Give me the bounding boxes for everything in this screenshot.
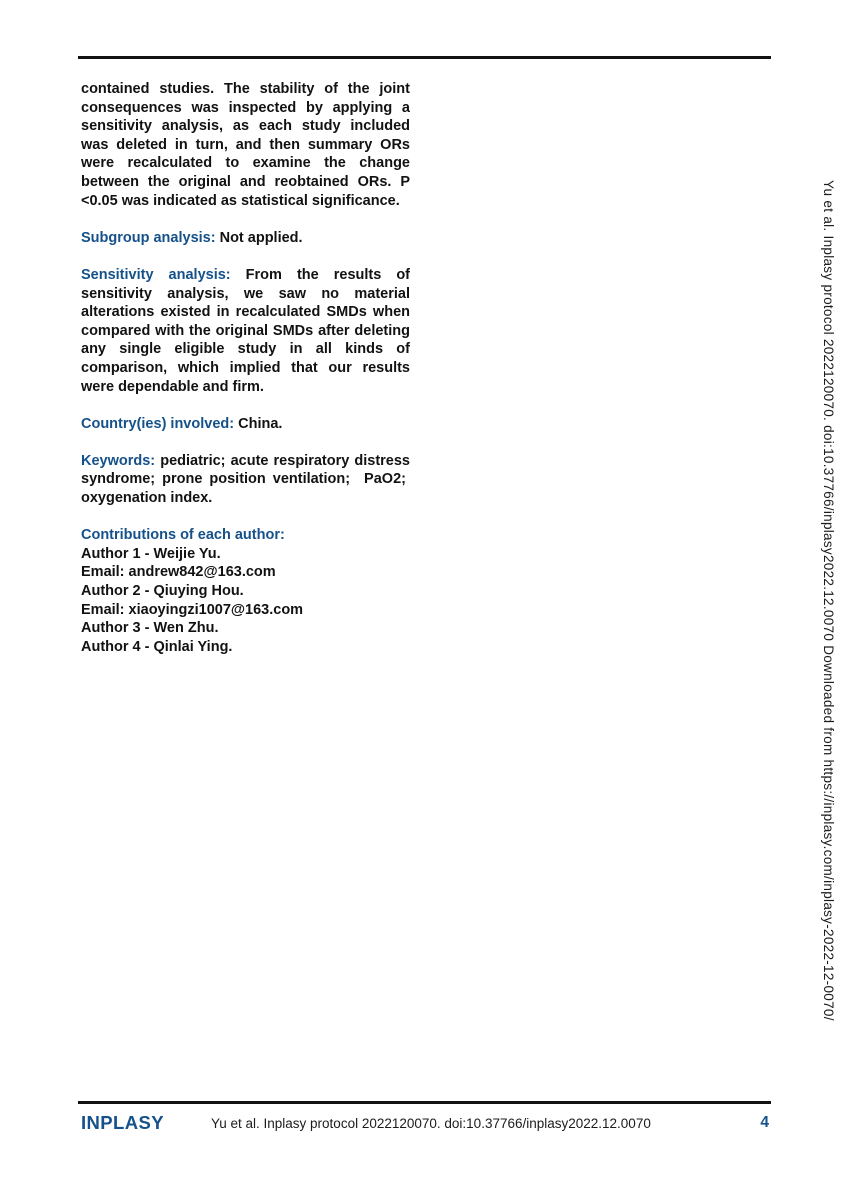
contribution-author-4: Author 4 - Qinlai Ying. bbox=[81, 638, 233, 655]
section-countries-involved bbox=[81, 415, 410, 434]
top-rule bbox=[78, 56, 771, 59]
contribution-email-2: Email: xiaoyingzi1007@163.com bbox=[81, 601, 304, 618]
section-text-subgroup-analysis: Not applied. bbox=[219, 229, 303, 246]
paragraph-methods-continued: contained studies. The stability of the joint consequences was inspected by applying a sensitivity analysis, as each study included was deleted in turn, and then summary ORs were recalculated to examine the change between the original and reobtained ORs. P <0.05 was indicated as statistical significance. bbox=[81, 81, 410, 209]
contribution-author-1: Author 1 - Weijie Yu. bbox=[81, 545, 221, 562]
section-label-sensitivity-analysis: Sensitivity analysis: bbox=[81, 266, 231, 283]
footer-citation: Yu et al. Inplasy protocol 2022120070. doi:10.37766/inplasy2022.12.0070 bbox=[210, 1115, 651, 1131]
vertical-citation-sidebar: Yu et al. Inplasy protocol 2022120070. doi:10.37766/inplasy2022.12.0070 Downloaded from https://inplasy.com/inplasy-2022-12-0070/ bbox=[821, 180, 836, 1021]
section-keywords bbox=[81, 452, 410, 508]
section-label-countries-involved: Country(ies) involved: bbox=[81, 415, 235, 432]
section-text-sensitivity-analysis: From the results of sensitivity analysis, we saw no material alterations existed in recalculated SMDs when compared with the original SMDs after deleting any single eligible study in all kinds of comparison, which implied that our results were dependable and firm. bbox=[81, 266, 411, 395]
page-number: 4 bbox=[760, 1114, 769, 1131]
main-text-column bbox=[81, 80, 410, 656]
footer-rule bbox=[78, 1101, 771, 1104]
section-subgroup-analysis bbox=[81, 229, 410, 248]
inplasy-logo: INPLASY bbox=[81, 1112, 164, 1133]
section-text-keywords: pediatric; acute respiratory distress syndrome; prone position ventilation; PaO2; oxygenation index. bbox=[81, 452, 410, 507]
contribution-email-1: Email: andrew842@163.com bbox=[81, 564, 276, 581]
section-text-countries-involved: China. bbox=[238, 415, 283, 432]
page-footer bbox=[81, 1112, 769, 1134]
contribution-author-2: Author 2 - Qiuying Hou. bbox=[81, 583, 244, 600]
section-label-subgroup-analysis: Subgroup analysis: bbox=[81, 229, 216, 246]
section-label-keywords: Keywords: bbox=[81, 452, 156, 469]
contribution-author-3: Author 3 - Wen Zhu. bbox=[81, 620, 219, 637]
section-sensitivity-analysis bbox=[81, 266, 410, 396]
section-label-contributions: Contributions of each author: bbox=[81, 527, 285, 544]
section-contributions bbox=[81, 526, 410, 656]
